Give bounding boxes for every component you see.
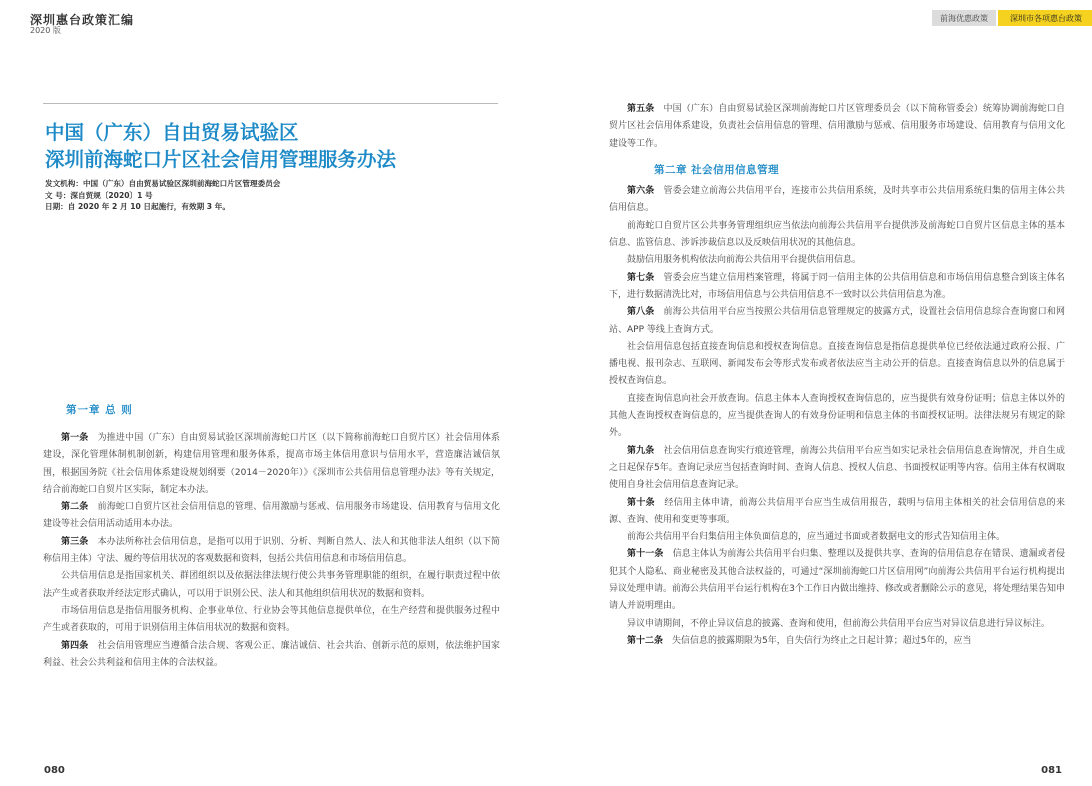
meta-number: 文 号：深自贸规〔2020〕1 号 — [45, 190, 153, 200]
article-2 — [43, 499, 500, 534]
paragraph: 前海蛇口自贸片区公共事务管理组织应当依法向前海公共信用平台提供涉及前海蛇口自贸片区信息主体的基本信息、监管信息、涉诉涉裁信息以及反映信用状况的其他信息。 — [609, 220, 1065, 249]
article-label: 第五条 — [627, 104, 655, 114]
article-text: 失信信息的披露期限为5年，自失信行为终止之日起计算；超过5年的，应当 — [672, 635, 972, 646]
article-text: 经信用主体申请，前海公共信用平台应当生成信用报告，载明与信用主体相关的社会信用信息的来源、查询、使用和变更等事项。 — [609, 497, 1065, 525]
article-11 — [609, 546, 1065, 615]
paragraph: 市场信用信息是指信用服务机构、企事业单位、行业协会等其他信息提供单位，在生产经营和提供服务过程中产生或者获取的，可用于识别信用主体信用状况的数据和资料。 — [43, 605, 500, 634]
article-label: 第十条 — [627, 497, 655, 508]
paragraph: 前海公共信用平台归集信用主体负面信息的，应当通过书面或者数据电文的形式告知信用主体。 — [627, 532, 1006, 543]
article-6 — [609, 183, 1065, 218]
article-4 — [43, 638, 500, 673]
article-text: 社会信用信息查询实行痕迹管理，前海公共信用平台应当如实记录社会信用信息查询情况，并自生成之日起保存5年。查询记录应当包括查询时间、查询人信息、授权人信息、书面授权证明等内容。信用主体有权调取使用自身社会信用信息查询记录。 — [609, 445, 1065, 491]
article-text: 信息主体认为前海公共信用平台归集、整理以及提供共享、查询的信用信息存在错误、遗漏或者侵犯其个人隐私、商业秘密及其他合法权益的，可通过“深圳前海蛇口片区信用网”向前海公共信用平台运行机构提出异议处理申请。前海公共信用平台运行机构在3个工作日内做出维持、修改或者删除公示的意见，将处理结果告知申请人并说明理由。 — [609, 549, 1065, 612]
meta-issuer: 发文机构：中国（广东）自由贸易试验区深圳前海蛇口片区管理委员会 — [45, 179, 281, 188]
article-text: 社会信用管理应当遵循合法合规、客观公正、廉洁诚信、社会共治、创新示范的原则，依法维护国家利益、社会公共利益和信用主体的合法权益。 — [43, 640, 500, 668]
article-9 — [609, 443, 1065, 495]
page-number-right: 081 — [1041, 765, 1062, 776]
page-number-left: 080 — [44, 765, 65, 776]
chapter-2-heading: 第二章 社会信用信息管理 — [654, 163, 780, 176]
article-text: 本办法所称社会信用信息，是指可以用于识别、分析、判断自然人、法人和其他非法人组织（以下简称信用主体）守法、履约等信用状况的客观数据和资料，包括公共信用信息和市场信用信息。 — [43, 536, 500, 565]
paragraph: 鼓励信用服务机构依法向前海公共信用平台提供信用信息。 — [627, 255, 862, 266]
article-text: 中国（广东）自由贸易试验区深圳前海蛇口片区管理委员会（以下简称管委会）统筹协调前海蛇口自贸片区社会信用体系建设，负责社会信用信息的管理、信用激励与惩戒、信用服务市场建设、信用教育与信用文化建设等工作。 — [609, 104, 1065, 149]
document-meta — [45, 178, 280, 213]
tab-qianhai-policies[interactable]: 前海优惠政策 — [932, 10, 998, 26]
article-text: 管委会建立前海公共信用平台，连接市公共信用系统，及时共享市公共信用系统归集的信用主体公共信用信息。 — [609, 186, 1065, 214]
article-label: 第十二条 — [627, 635, 664, 646]
article-3 — [43, 534, 500, 569]
meta-date: 日期：自 2020 年 2 月 10 日起施行，有效期 3 年。 — [45, 202, 230, 211]
article-1 — [43, 430, 500, 499]
book-year: 2020 版 — [30, 26, 61, 35]
right-page — [546, 0, 1092, 786]
article-label: 第六条 — [627, 186, 655, 197]
title-divider — [43, 103, 498, 104]
article-label: 第四条 — [61, 640, 89, 651]
article-label: 第三条 — [61, 536, 89, 547]
article-label: 第九条 — [627, 445, 655, 456]
article-label: 第七条 — [627, 272, 655, 283]
article-text: 前海公共信用平台应当按照公共信用信息管理规定的披露方式，设置社会信用信息综合查询窗口和网站、APP 等线上查询方式。 — [609, 307, 1065, 335]
paragraph: 社会信用信息包括直接查询信息和授权查询信息。直接查询信息是指信息提供单位已经依法通过政府公报、广播电视、报刊杂志、互联网、新闻发布会等形式发布或者依法应当主动公开的信息。直接查询信息以外的信息属于授权查询信息。 — [609, 341, 1065, 387]
paragraph: 异议申请期间，不停止异议信息的披露、查询和使用，但前海公共信用平台应当对异议信息进行异议标注。 — [627, 618, 1051, 629]
article-7 — [609, 270, 1065, 305]
document-title — [45, 119, 396, 173]
article-text: 为推进中国（广东）自由贸易试验区深圳前海蛇口片区（以下简称前海蛇口自贸片区）社会信用体系建设，深化管理体制机制创新，构建信用管理和服务体系，提高市场主体信用意识与信用水平，营造廉洁诚信氛围，根据国务院《社会信用体系建设规划纲要（2014－2020年）》《深圳市公共信用信息管理办法》等有关规定，结合前海蛇口自贸片区实际，制定本办法。 — [43, 433, 500, 495]
article-text: 管委会应当建立信用档案管理，将属于同一信用主体的公共信用信息和市场信用信息整合到该主体名下，进行数据清洗比对，市场信用信息与公共信用信息不一致时以公共信用信息为准。 — [609, 272, 1065, 300]
article-label: 第一条 — [61, 433, 89, 443]
article-label: 第八条 — [627, 307, 655, 318]
article-10 — [609, 495, 1065, 530]
article-label: 第十一条 — [627, 549, 664, 560]
paragraph: 直接查询信息向社会开放查询。信息主体本人查询授权查询信息的，应当提供有效身份证明；信息主体以外的其他人查询授权查询信息的，应当提供查询人的有效身份证明和信息主体的书面授权证明。法律法规另有规定的除外。 — [609, 393, 1065, 439]
title-line-1: 中国（广东）自由贸易试验区 — [45, 121, 299, 144]
right-body — [609, 101, 1065, 650]
left-body — [43, 430, 500, 672]
chapter-1-heading: 第一章 总 则 — [66, 404, 133, 416]
article-8 — [609, 304, 1065, 339]
article-5 — [609, 101, 1065, 153]
paragraph: 公共信用信息是指国家机关、群团组织以及依据法律法规行使公共事务管理职能的组织，在履行职责过程中依法产生或者获取并经法定形式确认，可以用于识别公民、法人和其他组织信用状况的数据和资料。 — [43, 571, 500, 599]
book-title: 深圳惠台政策汇编 — [30, 13, 135, 27]
article-12 — [609, 633, 1065, 650]
tab-shenzhen-policies[interactable]: 深圳市各项惠台政策 — [998, 10, 1092, 26]
article-label: 第二条 — [61, 502, 89, 513]
section-tabs — [932, 10, 1092, 26]
title-line-2: 深圳前海蛇口片区社会信用管理服务办法 — [45, 148, 397, 171]
article-text: 前海蛇口自贸片区社会信用信息的管理、信用激励与惩戒、信用服务市场建设、信用教育与信用文化建设等社会信用活动适用本办法。 — [43, 502, 500, 530]
